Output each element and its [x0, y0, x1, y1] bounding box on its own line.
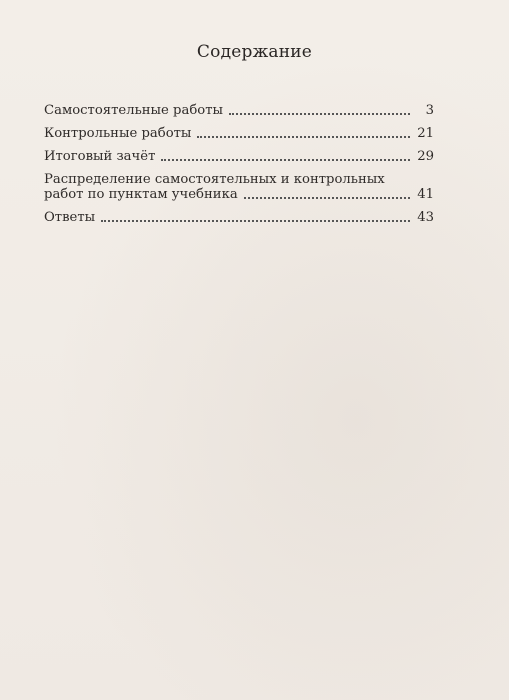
- toc-entry-page: 29: [417, 149, 434, 164]
- dot-leader: [161, 159, 410, 161]
- table-of-contents: [44, 103, 434, 233]
- toc-entry: [44, 172, 434, 202]
- toc-entry: [44, 126, 434, 141]
- toc-entry-title: Итоговый зачёт: [44, 149, 156, 164]
- toc-entry-page: 3: [425, 103, 434, 118]
- toc-entry: [44, 103, 434, 118]
- toc-entry-title-line1: Распределение самостоятельных и контрольных: [44, 172, 385, 187]
- dot-leader: [244, 197, 410, 199]
- toc-entry-title: Контрольные работы: [44, 126, 192, 141]
- toc-entry-title: Самостоятельные работы: [44, 103, 224, 118]
- dot-leader: [101, 220, 410, 222]
- page-title: Содержание: [196, 42, 313, 62]
- toc-entry-row: [44, 187, 434, 202]
- toc-entry: [44, 210, 434, 225]
- toc-entry-page: 43: [417, 210, 434, 225]
- dot-leader: [229, 113, 410, 115]
- toc-entry-page: 21: [417, 126, 434, 141]
- toc-entry-title: Ответы: [44, 210, 96, 225]
- toc-entry-title-line2: работ по пунктам учебника: [44, 187, 238, 202]
- toc-entry-page: 41: [417, 187, 434, 202]
- toc-entry: [44, 149, 434, 164]
- dot-leader: [197, 136, 410, 138]
